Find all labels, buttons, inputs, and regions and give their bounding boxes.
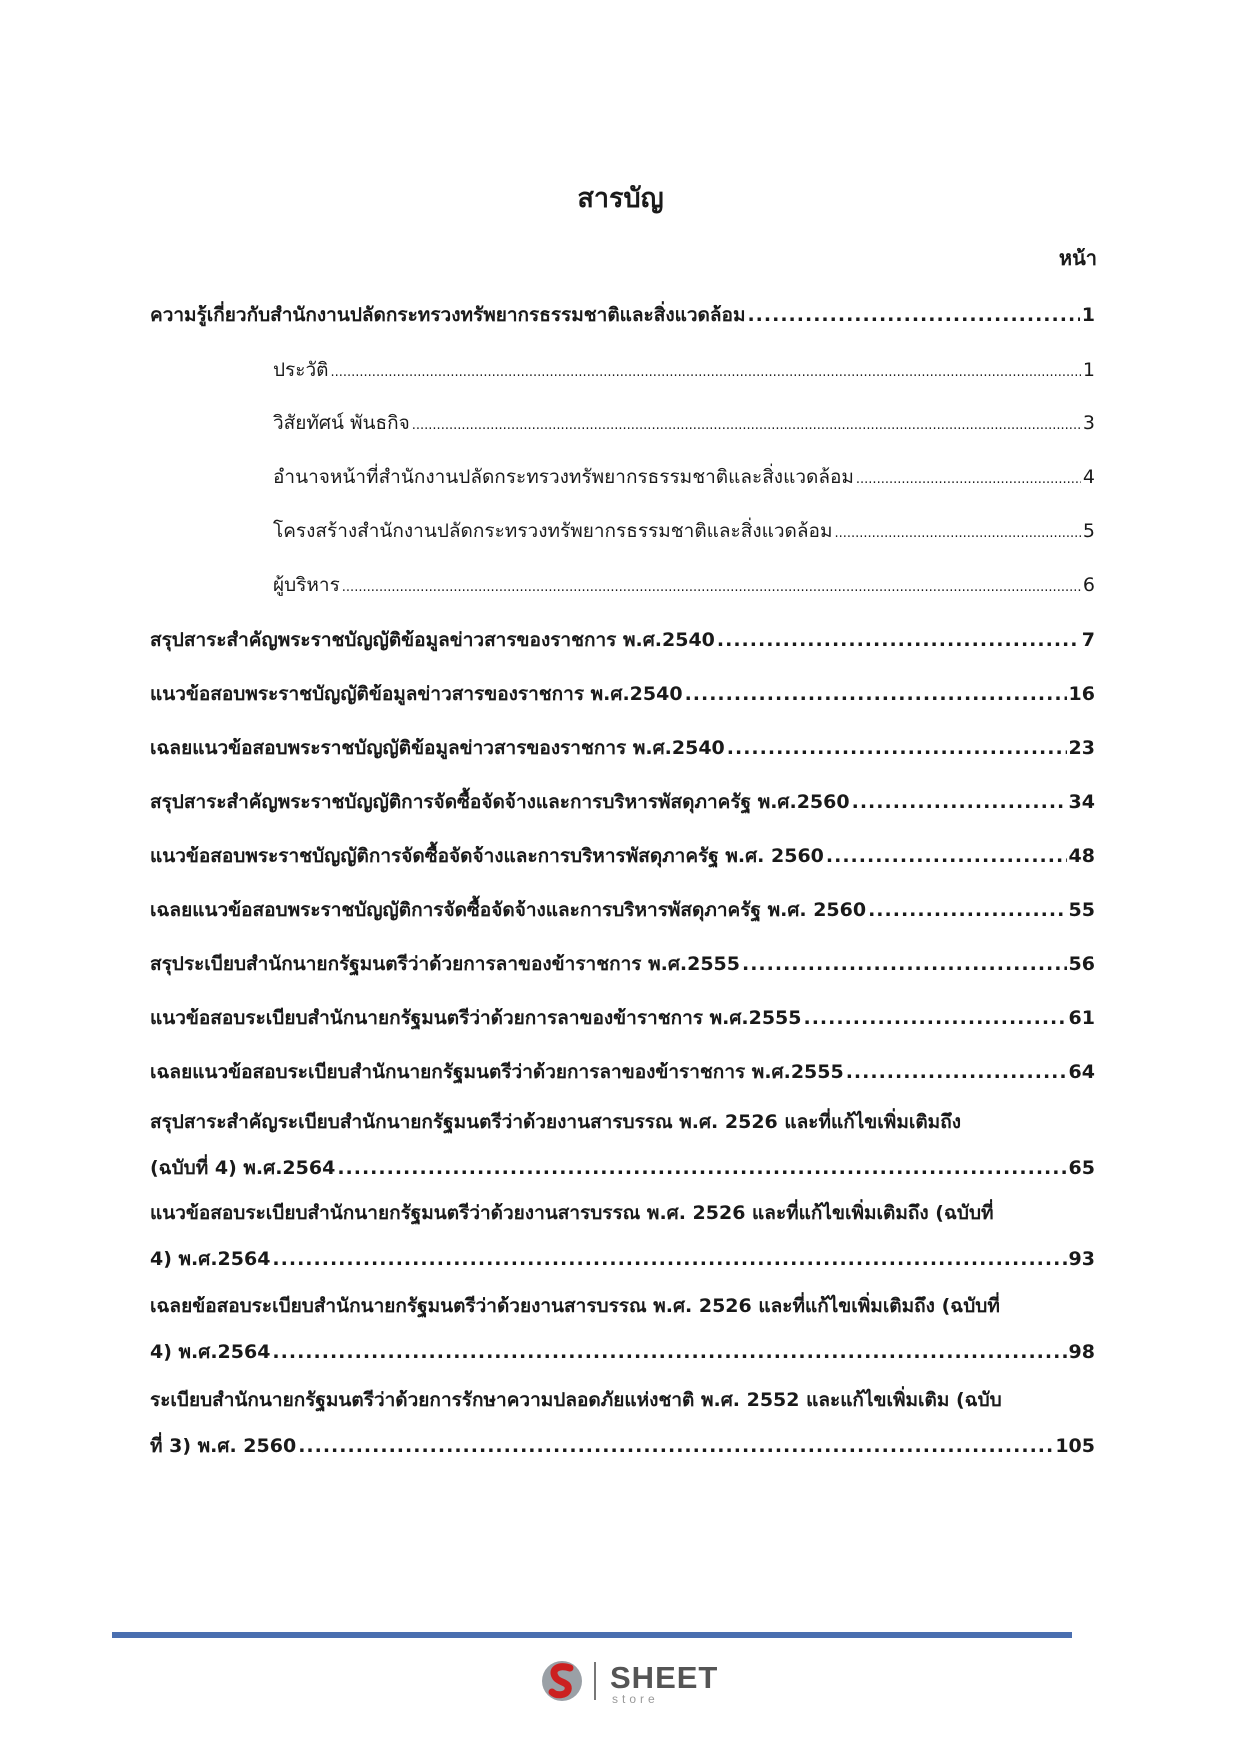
toc-page-number: 93 <box>1068 1248 1095 1270</box>
toc-page-number: 1 <box>1081 304 1095 326</box>
toc-entry-title: เฉลยแนวข้อสอบพระราชบัญญัติการจัดซื้อจัดจ้างและการบริหารพัสดุภาครัฐ พ.ศ. 2560 <box>150 899 867 921</box>
logo-text: SHEET <box>610 1660 719 1695</box>
toc-page-number: 6 <box>1082 574 1095 596</box>
toc-page-number: 23 <box>1068 737 1095 759</box>
toc-page-number: 7 <box>1081 629 1095 651</box>
toc-entry <box>150 949 1095 979</box>
toc-entry <box>150 625 1095 655</box>
toc-leader-dots <box>747 300 1079 330</box>
toc-entry-title: เฉลยแนวข้อสอบพระราชบัญญัติข้อมูลข่าวสารของราชการ พ.ศ.2540 <box>150 737 725 759</box>
toc-entry <box>150 1385 1095 1461</box>
toc-entry-title: วิสัยทัศน์ พันธกิจ <box>273 412 410 434</box>
toc-leader-dots <box>834 519 1080 549</box>
toc-entry-title: สรุประเบียบสำนักนายกรัฐมนตรีว่าด้วยการลาของข้าราชการ พ.ศ.2555 <box>150 953 740 975</box>
toc-entry-title: แนวข้อสอบระเบียบสำนักนายกรัฐมนตรีว่าด้วยการลาของข้าราชการ พ.ศ.2555 <box>150 1007 802 1029</box>
toc-entry-title: ประวัติ <box>273 359 329 381</box>
toc-leader-dots <box>852 787 1067 817</box>
toc-entry <box>150 355 1095 388</box>
toc-entry <box>150 462 1095 495</box>
toc-entry-title: ที่ 3) พ.ศ. 2560 <box>150 1435 297 1457</box>
toc-page-number: 61 <box>1068 1007 1095 1029</box>
toc-leader-dots <box>727 733 1067 763</box>
toc-entry-title: ความรู้เกี่ยวกับสำนักงานปลัดกระทรวงทรัพยากรธรรมชาติและสิ่งแวดล้อม <box>150 304 746 326</box>
toc-leader-dots <box>330 358 1080 388</box>
toc-entry-title: 4) พ.ศ.2564 <box>150 1341 271 1363</box>
toc-entry <box>150 300 1095 330</box>
toc-page-number: 56 <box>1068 953 1095 975</box>
toc-entry <box>150 408 1095 441</box>
toc-entry-title-line: สรุปสาระสำคัญระเบียบสำนักนายกรัฐมนตรีว่าด้วยงานสารบรรณ พ.ศ. 2526 และที่แก้ไขเพิ่มเติมถึง <box>150 1111 961 1133</box>
footer-divider <box>112 1632 1072 1638</box>
toc-leader-dots <box>342 573 1081 603</box>
toc-leader-dots <box>742 949 1067 979</box>
toc-page-number: 48 <box>1068 845 1095 867</box>
toc-entry <box>150 516 1095 549</box>
toc-entry-title: อำนาจหน้าที่สำนักงานปลัดกระทรวงทรัพยากรธรรมชาติและสิ่งแวดล้อม <box>273 466 854 488</box>
toc-entry <box>150 1107 1095 1183</box>
toc-leader-dots <box>272 1244 1066 1274</box>
page-column-label: หน้า <box>1058 246 1097 270</box>
toc-entry-title-line: ระเบียบสำนักนายกรัฐมนตรีว่าด้วยการรักษาความปลอดภัยแห่งชาติ พ.ศ. 2552 และแก้ไขเพิ่มเติม (ฉบับ <box>150 1389 1002 1411</box>
toc-page-number: 64 <box>1068 1061 1095 1083</box>
toc-entry-title: โครงสร้างสำนักงานปลัดกระทรวงทรัพยากรธรรมชาติและสิ่งแวดล้อม <box>273 520 833 542</box>
toc-leader-dots <box>412 411 1081 441</box>
toc-page-number: 34 <box>1068 791 1095 813</box>
toc-entry <box>150 787 1095 817</box>
toc-page-number: 1 <box>1082 359 1095 381</box>
toc-entry <box>150 570 1095 603</box>
toc-entry-title: (ฉบับที่ 4) พ.ศ.2564 <box>150 1157 336 1179</box>
toc-leader-dots <box>298 1431 1053 1461</box>
toc-entry <box>150 1198 1095 1274</box>
toc-entry-title: 4) พ.ศ.2564 <box>150 1248 271 1270</box>
toc-page-number: 4 <box>1082 466 1095 488</box>
toc-entry <box>150 841 1095 871</box>
toc-entry <box>150 1291 1095 1367</box>
toc-entry <box>150 679 1095 709</box>
toc-leader-dots <box>856 465 1081 495</box>
toc-entry-title: สรุปสาระสำคัญพระราชบัญญัติข้อมูลข่าวสารของราชการ พ.ศ.2540 <box>150 629 715 651</box>
toc-leader-dots <box>717 625 1080 655</box>
toc-leader-dots <box>272 1337 1066 1367</box>
toc-leader-dots <box>685 679 1067 709</box>
toc-page-number: 16 <box>1068 683 1095 705</box>
toc-entry-title: ผู้บริหาร <box>273 574 340 596</box>
toc-page-number: 65 <box>1068 1157 1095 1179</box>
toc-leader-dots <box>804 1003 1067 1033</box>
toc-page-number: 98 <box>1068 1341 1095 1363</box>
toc-entry <box>150 895 1095 925</box>
toc-page-number: 105 <box>1055 1435 1095 1457</box>
toc-entry <box>150 733 1095 763</box>
toc-entry-title-line: เฉลยข้อสอบระเบียบสำนักนายกรัฐมนตรีว่าด้วยงานสารบรรณ พ.ศ. 2526 และที่แก้ไขเพิ่มเติมถึง (ฉบับที่ <box>150 1295 1000 1317</box>
logo-subtext: store <box>612 1692 659 1706</box>
toc-entry-title: แนวข้อสอบพระราชบัญญัติการจัดซื้อจัดจ้างและการบริหารพัสดุภาครัฐ พ.ศ. 2560 <box>150 845 824 867</box>
toc-page-number: 55 <box>1068 899 1095 921</box>
toc-page-number: 5 <box>1082 520 1095 542</box>
toc-leader-dots <box>846 1057 1067 1087</box>
toc-entry-title: เฉลยแนวข้อสอบระเบียบสำนักนายกรัฐมนตรีว่าด้วยการลาของข้าราชการ พ.ศ.2555 <box>150 1061 844 1083</box>
toc-page-number: 3 <box>1082 412 1095 434</box>
toc-leader-dots <box>826 841 1067 871</box>
toc-leader-dots <box>337 1153 1066 1183</box>
toc-entry-title-line: แนวข้อสอบระเบียบสำนักนายกรัฐมนตรีว่าด้วยงานสารบรรณ พ.ศ. 2526 และที่แก้ไขเพิ่มเติมถึง (ฉบับที่ <box>150 1202 994 1224</box>
toc-entry <box>150 1057 1095 1087</box>
toc-entry-title: สรุปสาระสำคัญพระราชบัญญัติการจัดซื้อจัดจ้างและการบริหารพัสดุภาครัฐ พ.ศ.2560 <box>150 791 850 813</box>
toc-entry <box>150 1003 1095 1033</box>
toc-leader-dots <box>868 895 1066 925</box>
toc-entry-title: แนวข้อสอบพระราชบัญญัติข้อมูลข่าวสารของราชการ พ.ศ.2540 <box>150 683 683 705</box>
page-title: สารบัญ <box>577 183 664 214</box>
